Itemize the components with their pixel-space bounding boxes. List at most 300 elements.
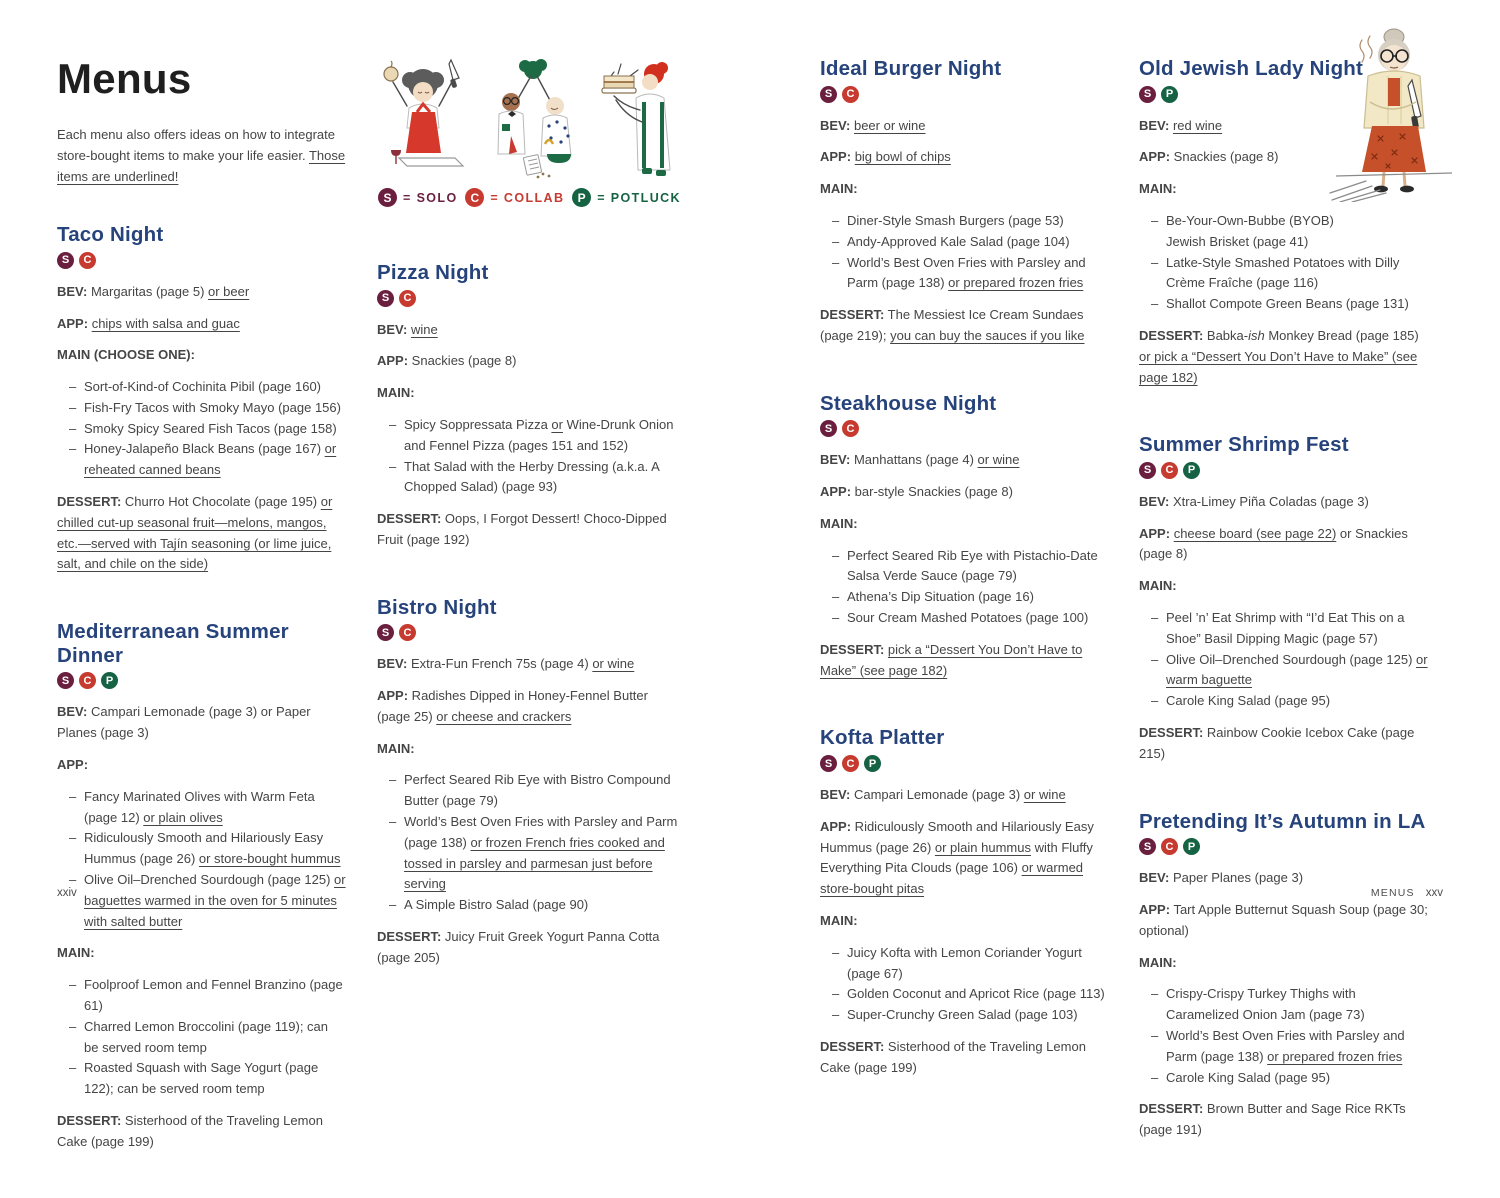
section-label: DESSERT: <box>1139 725 1204 741</box>
section-label: DESSERT: <box>1139 1101 1204 1117</box>
underlined-text: or pick a “Dessert You Don’t Have to Make” (see page 182) <box>1139 348 1418 385</box>
menu-item <box>377 415 682 457</box>
menu-items <box>377 415 682 498</box>
text-segment: World’s Best Oven Fries with Parsley and Parm (page 138) <box>847 254 1086 291</box>
item-dash: – <box>69 871 77 887</box>
underlined-text: or wine <box>592 656 635 672</box>
legend-item-s <box>378 188 458 207</box>
text-segment: Golden Coconut and Apricot Rice (page 113) <box>847 986 1105 1002</box>
menu-item <box>377 770 682 812</box>
text-segment: Athena’s Dip Situation (page 16) <box>847 589 1034 605</box>
menu-column <box>377 58 682 1014</box>
underlined-text: or warm baguette <box>1166 651 1428 688</box>
text-segment: Paper Planes (page 3) <box>1169 870 1304 886</box>
text-segment: Crispy-Crispy Turkey Thighs with Caramelized Onion Jam (page 73) <box>1166 986 1365 1023</box>
menu-item <box>57 398 346 419</box>
badge-c-icon: C <box>842 420 859 437</box>
item-dash: – <box>832 233 840 249</box>
item-dash: – <box>1151 693 1159 709</box>
section-label: DESSERT: <box>820 641 885 657</box>
menu-item <box>1139 1026 1432 1068</box>
menu-badges <box>820 420 1110 437</box>
menu-list <box>1139 57 1432 1141</box>
menu-badges <box>820 86 1110 103</box>
text-segment: The Messiest Ice Cream Sundaes (page 219); <box>820 307 1084 343</box>
text-segment: Perfect Seared Rib Eye with Pistachio-Date Salsa Verde Sauce (page 79) <box>847 547 1098 584</box>
legend-item-p <box>572 188 681 207</box>
section-label: APP: <box>377 688 409 704</box>
menu-section <box>1139 1099 1432 1141</box>
menu-item <box>1139 608 1432 650</box>
text-segment: World’s Best Oven Fries with Parsley and Parm (page 138) <box>1166 1028 1405 1064</box>
menu-items <box>820 546 1110 629</box>
badge-legend <box>377 188 682 207</box>
text-segment: Fancy Marinated Olives with Warm Feta (page 12) <box>84 788 315 825</box>
text-segment: Latke-Style Smashed Potatoes with Dilly Crème Fraîche (page 116) <box>1166 254 1400 291</box>
section-label: BEV: <box>57 283 88 299</box>
menu-title: Taco Night <box>57 223 164 247</box>
item-dash: – <box>1151 254 1159 270</box>
text-segment: Shallot Compote Green Beans (page 131) <box>1166 296 1409 312</box>
section-label: MAIN: <box>57 945 95 961</box>
text-segment: Charred Lemon Broccolini (page 119); can be served room temp <box>84 1018 329 1055</box>
menu-section <box>1139 576 1432 597</box>
menu-item <box>1139 1068 1432 1089</box>
menu-badges <box>377 624 682 641</box>
section-label: APP: <box>1139 525 1171 541</box>
badge-c-icon: C <box>399 624 416 641</box>
menu-column <box>57 55 346 1198</box>
menu-items <box>57 377 346 481</box>
underlined-text: pick a “Dessert You Don’t Have to Make” (see page 182) <box>820 641 1083 678</box>
section-label: APP: <box>57 756 89 772</box>
text-segment: bar-style Snackies (page 8) <box>851 484 1013 500</box>
text-segment: Monkey Bread (page 185) <box>1264 327 1419 343</box>
underlined-text: or chilled cut-up seasonal fruit—melons, mangos, etc.—served with Tajín seasoning (or lime juice, salt, and chile on the side) <box>57 494 333 572</box>
menu-badges <box>57 672 346 689</box>
underlined-text: or prepared frozen fries <box>1267 1048 1403 1064</box>
menu-item <box>820 984 1110 1005</box>
text-segment: Super-Crunchy Green Salad (page 103) <box>847 1007 1078 1023</box>
section-label: BEV: <box>377 656 408 672</box>
menu-item <box>820 211 1110 232</box>
underlined-text: or <box>551 416 563 432</box>
item-dash: – <box>69 379 77 395</box>
section-label: APP: <box>820 484 852 500</box>
text-segment: Olive Oil–Drenched Sourdough (page 125) <box>1166 651 1417 667</box>
menu-section <box>377 509 682 551</box>
section-label: APP: <box>1139 149 1171 165</box>
badge-c-icon: C <box>842 86 859 103</box>
text-segment: Margaritas (page 5) <box>87 283 209 299</box>
underlined-text: or beer <box>208 283 250 299</box>
text-segment: with Fluffy Everything Pita Clouds (page 106) <box>820 839 1093 876</box>
menu-section <box>1139 326 1432 388</box>
section-label: MAIN: <box>1139 181 1177 197</box>
text-segment: Sisterhood of the Traveling Lemon Cake (page 199) <box>57 1112 323 1149</box>
underlined-text: or wine <box>977 452 1020 468</box>
menu-section <box>57 943 346 964</box>
item-dash: – <box>69 420 77 436</box>
underlined-text: cheese board (see page 22) <box>1173 525 1337 541</box>
text-segment: Oops, I Forgot Dessert! Choco-Dipped Fruit (page 192) <box>377 511 667 547</box>
badge-c-icon: C <box>79 252 96 269</box>
underlined-text: or cheese and crackers <box>436 708 572 724</box>
menu-item <box>57 377 346 398</box>
underlined-text: or frozen French fries cooked and tossed in parsley and parmesan just before serving <box>404 834 665 892</box>
section-label: BEV: <box>1139 493 1170 509</box>
text-segment: Brown Butter and Sage Rice RKTs (page 191) <box>1139 1101 1406 1138</box>
menu-section <box>57 702 346 744</box>
menu-items <box>377 770 682 916</box>
menu-list <box>820 57 1110 1079</box>
item-dash: – <box>69 977 77 993</box>
menu-section <box>1139 900 1432 942</box>
underlined-text: or warmed store-bought pitas <box>820 860 1084 897</box>
menu-section <box>1139 524 1432 566</box>
underlined-text: or plain olives <box>143 809 223 825</box>
menu-items <box>1139 984 1432 1088</box>
menu-item <box>820 253 1110 295</box>
section-label: APP: <box>1139 902 1171 918</box>
section-label: BEV: <box>1139 117 1170 133</box>
menu-section <box>820 817 1110 900</box>
text-segment: ish <box>1248 327 1265 343</box>
text-segment: Radishes Dipped in Honey-Fennel Butter (page 25) <box>377 688 648 724</box>
menu-section <box>820 911 1110 932</box>
text-segment: Xtra-Limey Piña Coladas (page 3) <box>1169 493 1369 509</box>
section-label: DESSERT: <box>1139 327 1204 343</box>
section-label: APP: <box>820 149 852 165</box>
item-dash: – <box>832 547 840 563</box>
item-dash: – <box>1151 1069 1159 1085</box>
menu-item <box>57 1017 346 1059</box>
folio-section-label: MENUS <box>1370 887 1415 899</box>
item-dash: – <box>69 399 77 415</box>
menu-title: Pizza Night <box>377 261 489 284</box>
menu-section <box>1139 953 1432 974</box>
menu-badges <box>1139 838 1432 855</box>
item-dash: – <box>1151 296 1159 312</box>
menu-title: Pretending It’s Autumn in LA <box>1139 809 1426 833</box>
section-label: MAIN: <box>820 913 858 929</box>
item-dash: – <box>389 814 397 830</box>
badge-s-icon: S <box>57 672 74 689</box>
menu-section <box>820 482 1110 503</box>
menu-section <box>820 514 1110 535</box>
menu-section <box>1139 492 1432 513</box>
item-dash: – <box>69 1018 77 1034</box>
section-label: BEV: <box>820 452 851 468</box>
menu-pretending-it-s-autumn-in-la <box>1139 810 1432 1141</box>
legend-badge-p-icon: P <box>572 188 591 207</box>
text-segment: Churro Hot Chocolate (page 195) <box>121 494 321 510</box>
menu-badges <box>377 290 682 307</box>
menu-item <box>57 787 346 829</box>
menu-item <box>820 943 1110 985</box>
text-segment: Snackies (page 8) <box>408 353 517 369</box>
item-dash: – <box>389 416 397 432</box>
menu-item <box>57 1058 346 1100</box>
potluck-cake-illustration <box>590 58 682 180</box>
section-label: APP: <box>57 315 89 331</box>
menu-section <box>377 654 682 675</box>
item-dash: – <box>1151 1028 1159 1043</box>
badge-s-icon: S <box>1139 462 1156 479</box>
menu-item <box>1139 691 1432 712</box>
section-label: DESSERT: <box>57 494 122 510</box>
legend-label: = POTLUCK <box>597 190 681 205</box>
underlined-text: red wine <box>1172 117 1223 133</box>
text-segment: That Salad with the Herby Dressing (a.k.a. A Chopped Salad) (page 93) <box>404 458 660 495</box>
menu-title: Mediterranean Summer Dinner <box>57 620 289 667</box>
section-label: APP: <box>820 818 852 834</box>
item-dash: – <box>832 1007 840 1023</box>
menu-items <box>1139 608 1432 712</box>
section-label: DESSERT: <box>377 511 442 527</box>
menu-section <box>820 640 1110 682</box>
text-segment: Peel ’n’ Eat Shrimp with “I’d Eat This on a Shoe” Basil Dipping Magic (page 57) <box>1166 610 1405 646</box>
legend-item-c <box>465 188 564 207</box>
text-segment: Be-Your-Own-Bubbe (BYOB) <box>1166 212 1334 228</box>
text-segment: Carole King Salad (page 95) <box>1166 1069 1331 1085</box>
item-dash: – <box>69 788 77 804</box>
menu-section <box>820 305 1110 347</box>
menu-section <box>57 492 346 575</box>
menu-items <box>57 975 346 1100</box>
text-segment: Campari Lemonade (page 3) or Paper Planes (page 3) <box>57 704 311 741</box>
menu-summer-shrimp-fest <box>1139 433 1432 764</box>
item-dash: – <box>69 441 77 457</box>
badge-c-icon: C <box>1161 462 1178 479</box>
section-label: MAIN (CHOOSE ONE): <box>57 347 195 363</box>
underlined-text: or baguettes warmed in the oven for 5 minutes with salted butter <box>84 871 346 929</box>
item-dash: – <box>832 212 840 228</box>
menu-ideal-burger-night <box>820 57 1110 347</box>
menu-badges <box>1139 462 1432 479</box>
section-label: MAIN: <box>820 515 858 531</box>
text-segment: World’s Best Oven Fries with Parsley and Parm (page 138) <box>404 814 678 850</box>
badge-p-icon: P <box>1161 86 1178 103</box>
text-segment: Roasted Squash with Sage Yogurt (page 122); can be served room temp <box>84 1060 319 1097</box>
menu-section <box>820 785 1110 806</box>
menu-section <box>820 147 1110 168</box>
menu-item <box>377 812 682 895</box>
section-label: DESSERT: <box>820 1039 885 1054</box>
item-dash: – <box>1151 651 1159 667</box>
text-segment: Juicy Kofta with Lemon Coriander Yogurt (page 67) <box>847 944 1082 981</box>
item-dash: – <box>832 944 840 960</box>
text-segment: Honey-Jalapeño Black Beans (page 167) <box>84 441 325 457</box>
folio-right <box>1371 887 1443 899</box>
badge-c-icon: C <box>842 755 859 772</box>
item-dash: – <box>832 610 840 626</box>
section-label: BEV: <box>377 321 408 337</box>
legend-badge-s-icon: S <box>378 188 397 207</box>
menu-bistro-night <box>377 596 682 969</box>
intro-text: Each menu also offers ideas on how to integrate store-bought items to make your life easier. <box>57 127 335 164</box>
menu-section <box>377 351 682 372</box>
text-segment: Babka- <box>1203 327 1249 343</box>
menu-item <box>1139 650 1432 692</box>
menu-badges <box>820 755 1110 772</box>
menu-item <box>57 439 346 481</box>
underlined-text: or plain hummus <box>934 839 1031 855</box>
menu-mediterranean-summer-dinner <box>57 620 346 1152</box>
section-label: BEV: <box>57 704 88 720</box>
menu-section <box>57 345 346 366</box>
menu-section <box>377 320 682 341</box>
item-dash: – <box>389 458 397 474</box>
section-label: BEV: <box>1139 870 1170 886</box>
intro-underlined-text: Those items are underlined! <box>57 148 346 185</box>
menu-section <box>377 383 682 404</box>
underlined-text: chips with salsa and guac <box>91 315 240 331</box>
menu-item <box>377 895 682 916</box>
underlined-text: or reheated canned beans <box>84 441 337 478</box>
menu-title: Summer Shrimp Fest <box>1139 433 1349 457</box>
menu-item <box>57 870 346 932</box>
menu-items <box>57 787 346 933</box>
menu-section <box>57 755 346 776</box>
menu-section <box>377 686 682 728</box>
menu-item <box>377 457 682 499</box>
solo-cook-illustration <box>377 58 477 180</box>
menu-item <box>1139 253 1432 295</box>
text-segment: Fish-Fry Tacos with Smoky Mayo (page 156) <box>84 399 341 415</box>
collab-highfive-illustration <box>481 58 586 180</box>
menu-item <box>57 419 346 440</box>
text-segment: Foolproof Lemon and Fennel Branzino (page 61) <box>84 977 343 1013</box>
folio-page-number: xxv <box>1425 887 1443 899</box>
underlined-text: or store-bought hummus <box>198 851 341 867</box>
menu-badges <box>57 252 346 269</box>
badge-c-icon: C <box>1161 838 1178 855</box>
item-dash: – <box>1151 986 1159 1002</box>
section-label: MAIN: <box>377 740 415 756</box>
menu-section <box>377 927 682 969</box>
underlined-text: beer or wine <box>853 117 926 133</box>
text-segment: Sort-of-Kind-of Cochinita Pibil (page 160) <box>84 379 322 395</box>
text-segment: Spicy Soppressata Pizza <box>404 416 552 432</box>
menu-section <box>57 1111 346 1153</box>
menu-title: Bistro Night <box>377 595 497 619</box>
underlined-text: wine <box>410 321 438 337</box>
menu-item <box>820 608 1110 629</box>
item-dash: – <box>832 254 840 270</box>
text-segment: Ridiculously Smooth and Hilariously Easy Hummus (page 26) <box>84 830 324 867</box>
section-label: DESSERT: <box>377 929 442 945</box>
section-label: BEV: <box>820 117 851 133</box>
badge-c-icon: C <box>79 672 96 689</box>
menu-section <box>820 179 1110 200</box>
text-segment: Tart Apple Butternut Squash Soup (page 30; optional) <box>1139 902 1428 938</box>
item-dash: – <box>389 772 397 788</box>
menu-column <box>1139 57 1432 1186</box>
text-segment: Smoky Spicy Seared Fish Tacos (page 158) <box>84 420 337 436</box>
menu-kofta-platter <box>820 726 1110 1078</box>
badge-s-icon: S <box>820 420 837 437</box>
menu-item <box>1139 294 1432 315</box>
item-dash: – <box>389 897 397 913</box>
menu-section <box>820 1037 1110 1079</box>
menu-column <box>820 57 1110 1124</box>
menu-item <box>820 546 1110 588</box>
text-segment: Extra-Fun French 75s (page 4) <box>407 656 593 672</box>
section-label: MAIN: <box>1139 954 1177 970</box>
text-segment: Wine-Drunk Onion and Fennel Pizza (pages 151 and 152) <box>404 416 674 453</box>
menu-section <box>820 116 1110 137</box>
section-label: DESSERT: <box>57 1112 122 1128</box>
menu-section <box>1139 868 1432 889</box>
text-segment: A Simple Bistro Salad (page 90) <box>404 897 589 913</box>
text-segment: or Snackies (page 8) <box>1139 525 1408 562</box>
menu-title: Ideal Burger Night <box>820 57 1002 80</box>
menu-item <box>1139 211 1432 253</box>
item-dash: – <box>69 830 77 846</box>
menu-taco-night <box>57 223 346 575</box>
underlined-text: you can buy the sauces if you like <box>890 327 1085 343</box>
menu-title: Kofta Platter <box>820 726 945 750</box>
badge-p-icon: P <box>1183 462 1200 479</box>
menu-section <box>1139 723 1432 765</box>
menu-pizza-night <box>377 261 682 551</box>
menu-steakhouse-night <box>820 392 1110 682</box>
section-label: DESSERT: <box>820 307 885 323</box>
menu-item <box>820 1005 1110 1026</box>
section-label: MAIN: <box>1139 578 1177 594</box>
menu-section <box>377 739 682 760</box>
menu-title: Old Jewish Lady Night <box>1139 57 1364 80</box>
menu-section <box>57 314 346 335</box>
item-dash: – <box>832 986 840 1002</box>
badge-s-icon: S <box>820 86 837 103</box>
item-dash: – <box>1151 212 1159 228</box>
legend-illustrations <box>377 58 682 180</box>
text-segment: Carole King Salad (page 95) <box>1166 693 1331 709</box>
menu-title: Steakhouse Night <box>820 391 997 415</box>
item-dash: – <box>69 1060 77 1076</box>
badge-s-icon: S <box>1139 86 1156 103</box>
text-segment: Rainbow Cookie Icebox Cake (page 215) <box>1139 725 1415 761</box>
badge-p-icon: P <box>864 755 881 772</box>
menu-list <box>377 261 682 969</box>
text-segment: Ridiculously Smooth and Hilariously Easy Hummus (page 26) <box>820 818 1094 855</box>
menu-items <box>1139 211 1432 315</box>
text-segment: Sisterhood of the Traveling Lemon Cake (page 199) <box>820 1039 1086 1075</box>
badge-p-icon: P <box>101 672 118 689</box>
text-segment: Olive Oil–Drenched Sourdough (page 125) <box>84 871 335 887</box>
item-dash: – <box>832 589 840 605</box>
item-dash: – <box>1151 610 1159 626</box>
legend-label: = SOLO <box>403 190 458 205</box>
text-segment: Jewish Brisket (page 41) <box>1166 233 1309 249</box>
text-segment: Diner-Style Smash Burgers (page 53) <box>847 212 1064 228</box>
menu-item <box>57 828 346 870</box>
menu-item <box>820 232 1110 253</box>
badge-p-icon: P <box>1183 838 1200 855</box>
menu-item <box>57 975 346 1017</box>
underlined-text: big bowl of chips <box>854 149 951 165</box>
legend-badge-c-icon: C <box>465 188 484 207</box>
section-label: MAIN: <box>820 181 858 197</box>
page-title: Menus <box>57 55 192 102</box>
text-segment: Snackies (page 8) <box>1170 149 1279 165</box>
text-segment: Sour Cream Mashed Potatoes (page 100) <box>847 610 1089 626</box>
text-segment: Campari Lemonade (page 3) <box>850 787 1024 803</box>
badge-s-icon: S <box>57 252 74 269</box>
section-label: BEV: <box>820 787 851 803</box>
